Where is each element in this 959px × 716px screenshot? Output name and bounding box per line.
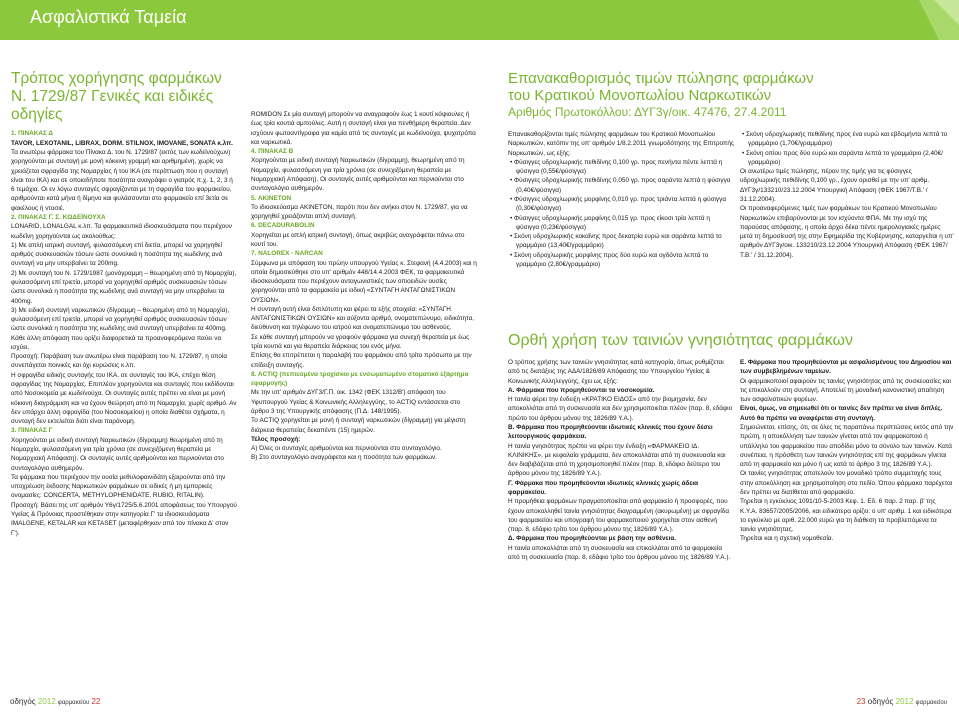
paragraph: Οι ανωτέρω τιμές πώλησης, πέραν της τιμής για τις φύσιγγες υδροχλωρικής πεθιδίνης 0,100 γρ., έχουν ορισθεί με την υπ' αριθμ. ΔΥΓ3γ/133210/23.12.2004 Υπουργική Απόφαση (ΦΕΚ 1967/Τ.Β.' / 31.12.2004). [740, 168, 930, 203]
bullet-item: • Φύσιγγες υδροχλωρικής πεθιδίνης 0,050 γρ. προς σαράντα λεπτά η φύσιγγα (0,40€/φύσιγγα) [510, 177, 731, 194]
paragraph: Τηρείται και η σχετική νομοθεσία. [740, 535, 834, 543]
left-section-title: Τρόπος χορήγησης φαρμάκων Ν. 1729/87 Γενικές και ειδικές οδηγίες [11, 70, 222, 123]
paragraph: ROMIDON Σε μία συνταγή μπορούν να αναγραφούν έως 1 κουτί κόψιουλες ή έως τρία κουτιά αμπούλες. Αυτή η συνταγή είναι για πενθήμερη θεραπεία. Δεν ισχύουν φωτοαντίγραφα για καμία από τις συνταγές με κωδεϊνούχα, ψυχοτρόπα και ναρκωτικά. [251, 111, 476, 146]
col3-content [508, 130, 734, 269]
paragraph: 2) Με συνταγή του Ν. 1729/1987 (μονόγραμμη – θεωρημένη από τη Νομαρχία), φυλασσόμενη επί τριετία, μπορεί να χορηγηθεί αριθμός συσκευασιών τόσων ώστε συνολικά η ποσότητα της κωδεΐνης ανά συνταγή να μην υπερβαίνει τα 400mg. [11, 269, 237, 305]
col4b-content [740, 358, 954, 544]
paragraph: Σύμφωνα με απόφαση του πρώην υπουργού Υγείας κ. Στεφανή (4.4.2003) και η οποία δημοσιεύθηκε στο υπ' αριθμόν 448/14.4.2003 ΦΕΚ, τα φαρμακευτικά ιδιοσκευάσματα που περιέχουν ανταγωνιστικές των οπιοειδών ουσίες χορηγούνται από τα φαρμακεία με ειδική «ΣΥΝΤΑΓΗ ΑΝΤΑΓΩΝΙΣΤΙΚΩΝ ΟΥΣΙΩΝ». [251, 259, 477, 304]
section-heading: 2. ΠΙΝΑΚΑΣ Γ. Σ. ΚΩΔΕΪΝΟΥΧΑ [11, 213, 106, 221]
right-title-line3: Αριθμός Πρωτοκόλλου: ΔΥΓ3γ/οικ. 47476, 27.4.2011 [508, 104, 787, 119]
right-section-header [508, 70, 948, 119]
footer-right-logo [857, 697, 947, 706]
paragraph: Α) Όλες οι συνταγές αριθμούνται και περνιούνται στο συνταγολόγιο. [251, 445, 442, 453]
paragraph: Επίσης θα επιτρέπεται η παραλαβή του φαρμάκου από τρίτο πρόσωπο με την επίδειξη συνταγής. [251, 352, 472, 369]
section-heading: 3. ΠΙΝΑΚΑΣ Γ [11, 427, 53, 435]
paragraph: Η προμήθεια φαρμάκων πραγματοποιείται από φαρμακείο ή προσφορές, που έχουν αποκολληθεί ταινία γνησιότητας διαγραμμένη (ακυρωμένη) με σφραγίδα του φαρμακείου και υπογραφή του φαρμακοποιού χορηγείται στον ασθενή (παρ. 8, εδάφιο τρίτο του άρθρου μόνου της 1826/89 Υ.Α.). [508, 498, 730, 534]
paragraph: Σημειώνεται, επίσης, ότι, σε όλες τις παραπάνω περιπτώσεις εκτός από την πρώτη, η αποκόλληση των ταινιών γίνεται από τον φαρμακοποιό ή υπάλληλο του φαρμακείου που αποδίδει μόνο το σύνολο των ταινιών. Κατά συνέπεια, η πρόσθετη των ταινιών γνησιότητας επί της φαρμάκων γίνεται από τη φαρμακείο και μόνο ή ως κατά το άρθρο 3 της 1826/89 Υ.Α.). [740, 423, 954, 469]
bullet-item: • Φύσιγγες υδροχλωρικής μορφίνης 0,010 γρ. προς τριάντα λεπτά η φύσιγγα (0,30€/φύσιγγα) [510, 195, 727, 213]
bold-paragraph: Δ. Φάρμακα που προμηθεύονται με βάση την ασθένεια. [508, 535, 677, 543]
section-heading: 7. NALOREX - NARCAN [251, 250, 323, 258]
paragraph: Τηρείται η εγκύκλιος 1091/10-5-2003 Κεφ. 1. Εδ. 6 παρ. 2 παρ. β' της Κ.Υ.Α. 83657/2005/2006, και ειδικότερα ορίζει: ο υπ' αριθμ. 1 και ειδικότερα το εγκύκλιο με αριθ. 22.000 ευρώ για τη διάθεση τα προβλεπόμενα τα ταινία γνησιότητας. [740, 498, 952, 534]
paragraph: Η συνταγή αυτή είναι διπλότυπη και φέρει τα εξής στοιχεία: «ΣΥΝΤΑΓΗ ΑΝΤΑΓΩΝΙΣΤΙΚΩΝ ΟΥΣΙΩΝ» και αύξοντα αριθμό, ονοματεπώνυμο, ειδικότητα, διεύθυνση και τηλέφωνο του ιατρού και ονοματεπώνυμο του ασθενούς. [251, 305, 475, 332]
footer-right-brand: οδηγός [867, 697, 894, 706]
column-right-b [740, 130, 954, 260]
bold-paragraph: Ε. Φάρμακα που προμηθεύονται με ασφαλισμένους του Δημοσίου και των συμβεβλημένων ταμείων. [740, 359, 952, 376]
footer-right-year: 2012 [895, 697, 914, 706]
section-heading: 8. ACTIQ (πεπιεσμένα τροχίσκοι με ενσωματωμένο στοματικό εξάρτημα εφαρμογής) [251, 370, 469, 388]
paragraph: Χορηγούνται με ειδική συνταγή Ναρκωτικών (δίγραμμη), θεωρημένη από τη Νομαρχία, φυλασσόμενη για τρία χρόνια (σε συνεχιζόμενη θεραπεία με Νομαρχιακή Απόφαση). Οι συνταγές αυτές αριθμούνται και περνιούνται στο συνταγολόγιο αυθημερόν. [251, 157, 465, 193]
section-heading: 4. ΠΙΝΑΚΑΣ Β [251, 148, 294, 156]
footer-left-logo [10, 697, 100, 706]
footer-left-year: 2012 [37, 697, 56, 706]
paragraph: Τα ανωτέρω φάρμακα του Πίνακα Δ. του Ν. 1729/87 (εκτός των κωδεϊνούχων) χορηγούνται με συνταγή με μονή κόκκινη γραμμή και αριθμημένη, χωρίς να χρειάζεται σφραγίδα της Νομαρχίας ή του ΙΚΑ (σε περίπτωση που η συνταγή είναι του ΙΚΑ) και σε οποιαδήποτε ποσότητα αναγράφει ο γιατρός π.χ. 1, 2, 3 ή 6 τεμάχια. Οι εν λόγω συνταγές σφραγίζονται με τη σφραγίδα του φαρμακείου, αριθμούνται κατά μήνα ή δίμηνο και φυλάσσονται στο φαρμακείο επί 3ετία σε φακέλους ή ντοσιέ. [11, 149, 233, 212]
col3b-content [508, 358, 734, 562]
paragraph: Τα φάρμακα που περιέχουν την ουσία μεθυλοφαινιδάτη εξαιρούνται από την υποχρέωση έκδοσης Ναρκωτικών φαρμάκων σε ειδικές ή μη εμπορικές ονομασίες: CONCERTA, METHYLOPHENIDATE, RUBIO, RITALIN). [11, 473, 226, 500]
bullet-item: • Σκόνη υδροχλωρικής κοκαΐνης προς δεκατρία ευρώ και σαράντα λεπτά το γραμμάριο (13,40€/γραμμάριο) [510, 233, 722, 250]
bold-paragraph: Α. Φάρμακα που προμηθεύονται τα νοσοκομεία. [508, 386, 655, 394]
paragraph: LONARID, LONALGAL κ.λπ. Τα φαρμακευτικά ιδιοσκευάσματα που περιέχουν κωδεΐνη χορηγούνται ως ακολούθως: [11, 223, 232, 240]
bullet-item: • Σκόνη υδροχλωρικής πεθιδίνης προς ένα ευρώ και εβδομήντα λεπτά το γραμμάριο (1,70€/γραμμάριο) [742, 131, 948, 148]
paragraph: Επανακαθορίζονται τιμές πώλησης φαρμάκων του Κρατικού Μονοπωλίου Ναρκωτικών, κατόπιν της υπ' αριθμόν 1/8.2.2011 γνωμοδότησης της Επιτροπής Ναρκωτικών, ως εξής: [508, 131, 734, 157]
paragraph: Με την υπ' αριθμόν ΔΥΓ3/Γ.Π. οικ. 1342 (ΦΕΚ 1312/Β') απόφαση του Υφυπουργού Υγείας & Κοινωνικής Αλληλεγγύης, το ACTIQ εντάσσεται στο άρθρο 3 της Υπουργικής απόφασης (Π.Δ. 148/1995). [251, 389, 461, 415]
right-title-line1: Επανακαθορισμός τιμών πώλησης φαρμάκων [508, 70, 814, 87]
bold-paragraph: Είναι, όμως, να σημειωθεί ότι οι ταινίες δεν πρέπει να είναι διπλές. Αυτό θα πρέπει να αναφέρεται στη συνταγή. [740, 405, 943, 422]
footer-left-page: 22 [91, 697, 101, 706]
paragraph: Η ταινία αποκολλάται από τη συσκευασία και επικολλάται από τα φαρμακεία από τη συσκευασία (παρ. 8, εδάφιο τρίτο του άρθρου μόνου της 1826/89 Υ.Α.). [508, 544, 731, 561]
corner-decoration-icon [899, 0, 959, 40]
column-center [251, 110, 478, 463]
paragraph: Η σφραγίδα ειδικής συνταγής του ΙΚΑ, σε συνταγές του ΙΚΑ, επέχει θέση σφραγίδας της Νομαρχίας. Επιπλέον χορηγούνται και συνταγές που εκδίδονται από Νοσοκομεία με κωδεϊνούχα. Οι συνταγές αυτές πρέπει να είναι με μονή κόκκινη διαγράμμιση και να έχουν θεώρηση από τη Νομαρχία, χωρίς αριθμό. Αν δεν υπάρχει άλλη σφραγίδα (του Νοσοκομείου) η οποία διαθέτει σχήματα, η συνταγή δεν εκτελείται διότι είναι παράνομη. [11, 371, 237, 426]
bullet-item: • Φύσιγγες υδροχλωρικής μορφίνης 0,015 γρ. προς είκοσι τρία λεπτά η φύσιγγα (0,23€/φύσιγγα) [510, 214, 710, 231]
column-right-a2 [508, 358, 734, 562]
paragraph: Η ταινία γνησιότητας πρέπει να φέρει την ένδειξη «ΦΑΡΜΑΚΕΙΟ ΙΔ. ΚΛΙΝΙΚΗΣ», με κεφαλαία γράμματα, δεν αποκολλάται από τη συσκευασία και δεν διαβιβάζεται από τη χρησιμοποιηθεί πλέον (παρ. 8, εδάφιο δεύτερο του άρθρου μόνου της 1826/89 Υ.Α.). [508, 442, 726, 478]
right-title2: Ορθή χρήση των ταινιών γνησιότητας φαρμάκων [508, 332, 854, 349]
bullet-item: • Σκόνη υδροχλωρικής μορφίνης προς δύο ευρώ και ογδόντα λεπτά το γραμμάριο (2,80€/γραμμάριο) [510, 251, 709, 268]
section-heading: 5. AKINETON [251, 194, 292, 202]
paragraph: Προσοχή: Παράβαση των ανωτέρω είναι παράβαση του Ν. 1729/87, η οποία συνεπάγεται ποινικές και όχι κυρώσεις κ.λπ. [11, 353, 228, 370]
paragraph: Οι ταινίες γνησιότητας αποτελούν τον μοναδικό τρόπο συμμετοχής τους στην αποκόλληση και χρησιμοποίηση στο πεδίο. Όπου φάρμακο παρέχεται δεν πρέπει να διατίθεται από φαρμακείο. [740, 470, 953, 496]
column-left [11, 70, 238, 538]
bullet-item: • Σκόνη οπίου προς δύο ευρώ και σαράντα λεπτά το γραμμάριο (2,40€/γραμμάριο) [742, 149, 943, 166]
footer-right-sub: φαρμακείου [915, 700, 947, 706]
paragraph: Χορηγούνται με ειδική συνταγή Ναρκωτικών (δίγραμμη) θεωρημένη από τη Νομαρχία, φυλασσόμενη για τρία χρόνια (σε συνεχιζόμενη θεραπεία με Νομαρχιακή Απόφαση). Οι συνταγές αυτές αριθμούνται και περνιούνται στο συνταγολόγιο αυθημερόν. [11, 436, 224, 472]
col2-content [251, 110, 478, 463]
paragraph: 3) Με ειδική συνταγή ναρκωτικών (δίγραμμη – θεωρημένη από τη Νομαρχία), φυλασσόμενη επί τριετία, μπορεί να χορηγηθεί αριθμός συσκευασιών τόσων ώστε συνολικά η ποσότητα της κωδεΐνης ανά συνταγή υπερβαίνει τα 400mg. [11, 306, 230, 333]
paragraph: Κάθε άλλη απόφαση που ορίζει διαφορετικά τα προαναφερόμενα παύει να ισχύει. [11, 334, 222, 351]
paragraph: 1) Με απλή ιατρική συνταγή, φυλασσόμενη επί διετία, μπορεί να χορηγηθεί αριθμός συσκευασιών τόσων ώστε συνολικά η ποσότητα της κωδεΐνης ανά συνταγή να μην υπερβαίνει τα 200mg. [11, 241, 223, 268]
section-heading: 1. ΠΙΝΑΚΑΣ Δ [11, 130, 53, 138]
paragraph: Ο τρόπος χρήσης των ταινιών γνησιότητας κατά κατηγορία, όπως ρυθμίζεται από τις διατάξεις της ΑΔΑ/1826/89 Απόφασης του Υπουργείου Υγείας & Κοινωνικής Αλληλεγγύης, έχει ως εξής: [508, 359, 724, 385]
footer-right-page: 23 [856, 697, 866, 706]
page-header [0, 0, 959, 40]
paragraph: Το ιδιοσκεύασμα AKINETON, παρότι που δεν ανήκει στον Ν. 1729/87, για να χορηγηθεί χρειάζονται απλή συνταγή. [251, 203, 468, 221]
column-right-a [508, 130, 734, 269]
column-right-b2 [740, 358, 954, 544]
col1-content [11, 129, 238, 537]
header-title: Ασφαλιστικά Ταμεία [30, 7, 187, 27]
bullet-item: • Φύσιγγες υδροχλωρικής πεθιδίνης 0,100 γρ. προς πενήντα πέντε λεπτά η φύσιγγα (0,55€/φύσιγγα) [510, 158, 723, 176]
footer-left-brand: οδηγός [10, 697, 36, 706]
paragraph: Σε κάθε συνταγή μπορούν να γραφούν φάρμακα για συνεχή θεραπεία με έως τρία κουτιά και για θεραπεία διάρκειας του ενός μήνα. [251, 333, 470, 351]
bold-paragraph: Γ. Φάρμακα που προμηθεύονται ιδιωτικές κλινικές χωρίς άδεια φαρμακείου. [508, 479, 699, 496]
paragraph: Η ταινία φέρει την ένδειξη «ΚΡΑΤΙΚΟ ΕΙΔΟΣ» από την βιομηχανία, δεν αποκολλάται από τη συσκευασία και δεν χρησιμοποιείται πλέον (παρ. 8, εδάφιο πρώτο του άρθρου μόνου της 1826/89 Υ.Α.). [508, 396, 733, 422]
bold-paragraph: Τέλος προσοχή: [251, 435, 301, 443]
paragraph: Το ACTIQ χορηγείται με μονή ή συνταγή ναρκωτικών (δίγραμμη) για μέγιστη διάρκεια θεραπείας δεκαπέντε (15) ημερών. [251, 417, 466, 434]
bold-paragraph: Β. Φάρμακα που προμηθεύονται ιδιωτικές κλινικές που έχουν δέσει λειτουργικούς φαρμάκεια. [508, 423, 713, 441]
bold-paragraph: TAVOR, LEXOTANIL, LIBRAX, DORM. STILNOX, IMOVANE, SONATA κ.λπ. [11, 139, 233, 147]
footer-left-sub: φαρμακείου [57, 700, 90, 706]
col4-content [740, 130, 954, 260]
section-heading: 6. DECADURABOLIN [251, 222, 315, 230]
paragraph: Προσοχή: Βάσει της υπ' αριθμόν Υ6γ/1725/5.6.2001 αποφάσεως του Υπουργού Υγείας & Πρόνοιας προστέθηκαν στην κατηγορία Γ' τα ιδιοσκευάσματα IMALGENE, KETALAR και KETASET (μεταφέρθηκαν από τον πίνακα Δ' στον Γ'). [11, 501, 237, 537]
right-title-line2: του Κρατικού Μονοπωλίου Ναρκωτικών [508, 87, 772, 105]
paragraph: Χορηγείται με απλή ιατρική συνταγή, όπως ακριβώς αναγράφεται πάνω στο κουτί του. [251, 231, 465, 248]
right-section2-header [508, 332, 948, 350]
paragraph: Οι προαναφερόμενες τιμές των φαρμάκων του Κρατικού Μονοπωλίου Ναρκωτικών επιβαρύνονται με τον ισχύοντα ΦΠΑ. Με την ισχύ της παρούσας απόφασης, η οποία άρχει δέκα πέντε ημερολογιακές ημέρες μετά τη δημοσίευσή της στην Εφημερίδα της Κυβέρνησης, καταργείται η υπ' αριθμόν ΔΥΓ3γ/οικ. 133210/23.12.2004 Υπουργική Απόφαση (ΦΕΚ 1967/Τ.Β.' / 31.12.2004). [740, 205, 954, 259]
paragraph: Β) Στο συνταγολόγιο αναγράφεται και η ποσότητα των φαρμάκων. [251, 454, 437, 462]
paragraph: Οι φαρμακοποιοί αφαιρούν τις ταινίες γνησιότητας από τις συσκευασίες και τις επικολλούν στη συνταγή. Αποτελεί τη μοναδική κανονιστική απαίτηση των ασφαλιστικών φορέων. [740, 377, 951, 404]
